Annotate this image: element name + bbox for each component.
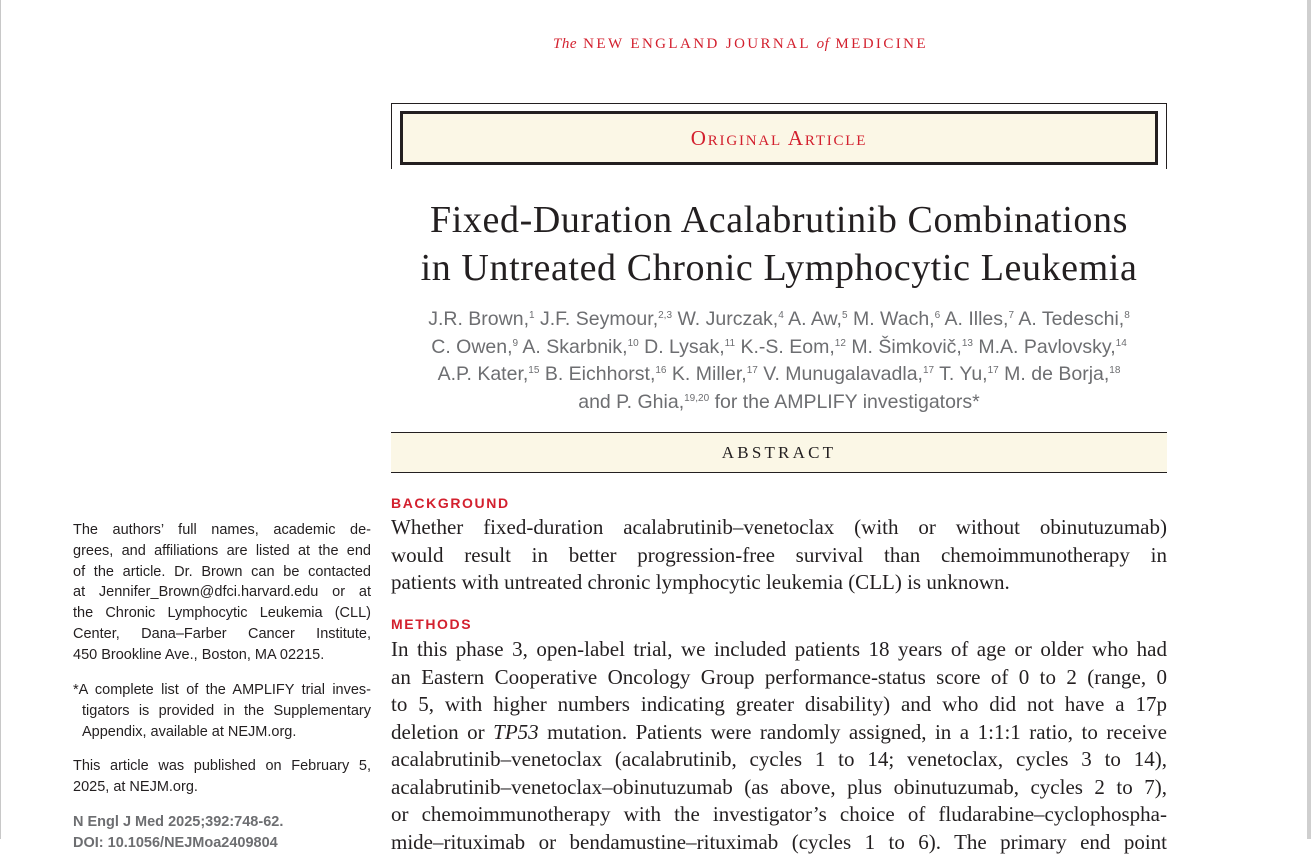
author-affiliation-number: 5: [842, 310, 848, 321]
author-affiliation-number: 19,20: [684, 393, 709, 404]
text-line: to 5, with higher numbers indicating greater disability) and who did not have a 17p: [391, 691, 1167, 719]
author-affiliation-number: 6: [935, 310, 941, 321]
note-line: This article was published on February 5,: [73, 756, 371, 777]
methods-text: [391, 636, 1167, 856]
author: A. Skarbnik,$^{10}$: [522, 336, 638, 358]
author: A. Aw,$^5$: [788, 308, 847, 330]
note-line: *A complete list of the AMPLIFY trial inves-: [73, 680, 371, 701]
author-affiliation-number: 12: [835, 338, 846, 349]
note-line: the Chronic Lymphocytic Leukemia (CLL): [73, 603, 371, 624]
author-affiliations-note: [73, 520, 371, 666]
note-line: The authors’ full names, academic de-: [73, 520, 371, 541]
author-affiliation-number: 7: [1008, 310, 1014, 321]
abstract-label: ABSTRACT: [722, 443, 836, 463]
note-line: of the article. Dr. Brown can be contacted: [73, 562, 371, 583]
text-line: Whether fixed-duration acalabrutinib–venetoclax (with or without obinutuzumab): [391, 514, 1167, 542]
abstract-header: [391, 432, 1167, 473]
author-list: [391, 306, 1167, 416]
note-line: 450 Brookline Ave., Boston, MA 02215.: [73, 645, 371, 666]
author: C. Owen,$^9$: [431, 336, 518, 358]
author: K. Miller,$^{17}$: [672, 363, 758, 385]
article-title: [391, 196, 1167, 292]
author: M.A. Pavlovsky,$^{14}$: [978, 336, 1126, 358]
author-affiliation-number: 17: [747, 365, 758, 376]
author-affiliation-number: 16: [655, 365, 666, 376]
author-affiliation-number: 2,3: [658, 310, 672, 321]
text-line: mide–rituximab or bendamustine–rituximab (cycles 1 to 6). The primary end point: [391, 829, 1167, 856]
note-line: Appendix, available at NEJM.org.: [73, 722, 371, 743]
methods-heading: METHODS: [391, 616, 472, 632]
author: J.R. Brown,$^1$: [428, 308, 534, 330]
author: D. Lysak,$^{11}$: [644, 336, 735, 358]
publication-note: [73, 756, 371, 798]
article-type-label: Original Article: [691, 126, 867, 151]
author: B. Eichhorst,$^{16}$: [545, 363, 667, 385]
note-line: grees, and affiliations are listed at the end: [73, 541, 371, 562]
scrollbar-thumb[interactable]: [1307, 0, 1311, 839]
author-affiliation-number: 17: [988, 365, 999, 376]
background-heading: BACKGROUND: [391, 495, 510, 511]
author-affiliation-number: 17: [923, 365, 934, 376]
authors-suffix: for the AMPLIFY investigators*: [715, 391, 980, 413]
author-line: [391, 334, 1167, 362]
author-affiliation-number: 15: [528, 365, 539, 376]
author-affiliation-number: 8: [1124, 310, 1130, 321]
background-text: [391, 514, 1167, 597]
author: A. Illes,$^7$: [945, 308, 1015, 330]
author-affiliation-number: 1: [529, 310, 535, 321]
journal-name-part2: MEDICINE: [835, 36, 928, 52]
author: and P. Ghia,$^{19,20}$: [578, 391, 709, 413]
author: V. Munugalavadla,$^{17}$: [763, 363, 934, 385]
text-line: an Eastern Cooperative Oncology Group performance-status score of 0 to 2 (range, 0: [391, 664, 1167, 692]
text-line: would result in better progression-free survival than chemoimmunotherapy in: [391, 542, 1167, 570]
title-line-1: Fixed-Duration Acalabrutinib Combinations: [391, 196, 1167, 244]
citation-text: N Engl J Med 2025;392:748-62.: [73, 812, 371, 833]
author-affiliation-number: 13: [962, 338, 973, 349]
author: M. Šimkovič,$^{13}$: [851, 336, 973, 358]
scrollbar[interactable]: [1307, 0, 1311, 839]
journal-prefix: The: [553, 36, 577, 52]
title-line-2: in Untreated Chronic Lymphocytic Leukemia: [391, 244, 1167, 292]
author-affiliation-number: 10: [628, 338, 639, 349]
author-line: [391, 306, 1167, 334]
author: K.-S. Eom,$^{12}$: [740, 336, 845, 358]
note-line: at Jennifer_Brown@dfci.harvard.edu or at: [73, 582, 371, 603]
author-affiliation-number: 11: [725, 338, 735, 349]
investigators-note: [73, 680, 371, 742]
journal-name-part1: NEW ENGLAND JOURNAL: [583, 36, 810, 52]
text-line: deletion or TP53 mutation. Patients were randomly assigned, in a 1:1:1 ratio, to receive: [391, 719, 1167, 747]
author: J.F. Seymour,$^{2,3}$: [540, 308, 672, 330]
text-line: In this phase 3, open-label trial, we included patients 18 years of age or older who had: [391, 636, 1167, 664]
citation: [73, 812, 371, 854]
article-type-box: [391, 103, 1167, 169]
author: M. de Borja,$^{18}$: [1004, 363, 1120, 385]
author: A.P. Kater,$^{15}$: [438, 363, 540, 385]
author-affiliation-number: 9: [513, 338, 519, 349]
article-type-banner: [400, 111, 1158, 165]
author-affiliation-number: 4: [778, 310, 784, 321]
author: T. Yu,$^{17}$: [939, 363, 999, 385]
author-affiliation-number: 14: [1116, 338, 1127, 349]
author-affiliation-number: 18: [1109, 365, 1120, 376]
author: M. Wach,$^6$: [853, 308, 940, 330]
page-edge: [0, 0, 1, 839]
note-line: tigators is provided in the Supplementary: [73, 701, 371, 722]
text-line: acalabrutinib–venetoclax–obinutuzumab (as above, plus obinutuzumab, cycles 2 to 7),: [391, 774, 1167, 802]
author-line: [391, 389, 1167, 417]
author: W. Jurczak,$^4$: [677, 308, 783, 330]
text-line: patients with untreated chronic lymphocytic leukemia (CLL) is unknown.: [391, 569, 1167, 597]
note-line: 2025, at NEJM.org.: [73, 777, 371, 798]
doi-text[interactable]: DOI: 10.1056/NEJMoa2409804: [73, 833, 371, 854]
author: A. Tedeschi,$^8$: [1018, 308, 1129, 330]
journal-header: [553, 36, 1013, 53]
note-line: Center, Dana–Farber Cancer Institute,: [73, 624, 371, 645]
author-line: [391, 361, 1167, 389]
journal-of: of: [817, 36, 830, 52]
text-line: acalabrutinib–venetoclax (acalabrutinib, cycles 1 to 14; venetoclax, cycles 3 to 14),: [391, 746, 1167, 774]
text-line: or chemoimmunotherapy with the investigator’s choice of fludarabine–cyclophospha-: [391, 801, 1167, 829]
